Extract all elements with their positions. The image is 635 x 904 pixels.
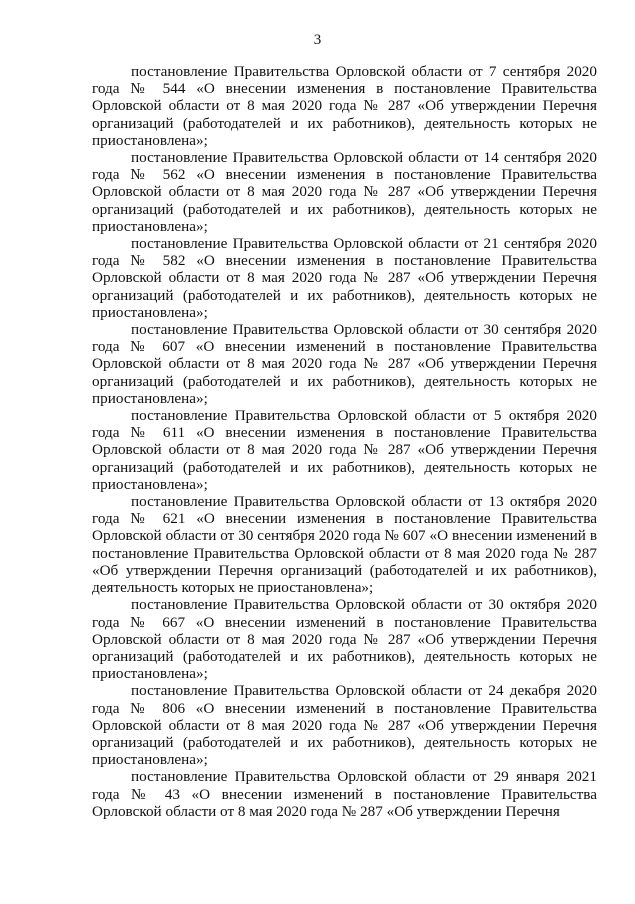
paragraph-resolution-607: постановление Правительства Орловской области от 30 сентября 2020 года № 607 «О внесении изменений в постановление Правительства Орловской области от 8 мая 2020 года № 287 «Об утверждении Перечня организаций (работодателей и их работников), деятельность которых не приостановлена»;	[92, 321, 597, 407]
paragraph-resolution-544: постановление Правительства Орловской области от 7 сентября 2020 года № 544 «О внесении изменения в постановление Правительства Орловской области от 8 мая 2020 года № 287 «Об утверждении Перечня организаций (работодателей и их работников), деятельность которых не приостановлена»;	[92, 63, 597, 149]
paragraph-resolution-611: постановление Правительства Орловской области от 5 октября 2020 года № 611 «О внесении изменения в постановление Правительства Орловской области от 8 мая 2020 года № 287 «Об утверждении Перечня организаций (работодателей и их работников), деятельность которых не приостановлена»;	[92, 407, 597, 493]
paragraph-resolution-562: постановление Правительства Орловской области от 14 сентября 2020 года № 562 «О внесении изменения в постановление Правительства Орловской области от 8 мая 2020 года № 287 «Об утверждении Перечня организаций (работодателей и их работников), деятельность которых не приостановлена»;	[92, 149, 597, 235]
document-body	[92, 63, 597, 820]
page-number: 3	[313, 32, 322, 48]
paragraph-resolution-806: постановление Правительства Орловской области от 24 декабря 2020 года № 806 «О внесении изменений в постановление Правительства Орловской области от 8 мая 2020 года № 287 «Об утверждении Перечня организаций (работодателей и их работников), деятельность которых не приостановлена»;	[92, 682, 597, 769]
paragraph-resolution-43: постановление Правительства Орловской области от 29 января 2021 года № 43 «О внесении изменений в постановление Правительства Орловской области от 8 мая 2020 года № 287 «Об утверждении Перечня	[92, 768, 597, 820]
paragraph-resolution-621: постановление Правительства Орловской области от 13 октября 2020 года № 621 «О внесении изменения в постановление Правительства Орловской области от 30 сентября 2020 года № 607 «О внесении изменений в постановление Правительства Орловской области от 8 мая 2020 года № 287 «Об утверждении Перечня организаций (работодателей и их работников), деятельность которых не приостановлена»;	[92, 493, 597, 597]
paragraph-resolution-667: постановление Правительства Орловской области от 30 октября 2020 года № 667 «О внесении изменений в постановление Правительства Орловской области от 8 мая 2020 года № 287 «Об утверждении Перечня организаций (работодателей и их работников), деятельность которых не приостановлена»;	[92, 596, 597, 683]
paragraph-resolution-582: постановление Правительства Орловской области от 21 сентября 2020 года № 582 «О внесении изменения в постановление Правительства Орловской области от 8 мая 2020 года № 287 «Об утверждении Перечня организаций (работодателей и их работников), деятельность которых не приостановлена»;	[92, 235, 597, 321]
